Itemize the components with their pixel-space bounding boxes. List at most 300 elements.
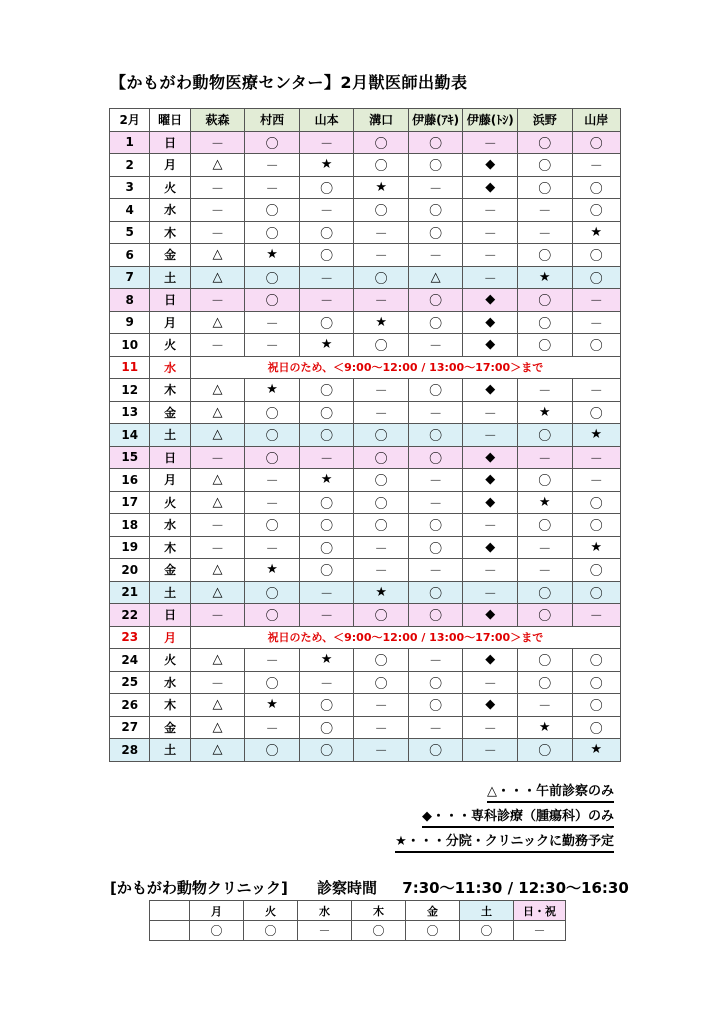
attendance-mark: 〇 bbox=[517, 131, 572, 154]
attendance-mark: 〇 bbox=[245, 289, 300, 312]
attendance-mark: ◆ bbox=[463, 491, 518, 514]
clinic-header bbox=[110, 877, 629, 898]
attendance-mark: － bbox=[190, 334, 245, 357]
attendance-mark: △ bbox=[190, 154, 245, 177]
attendance-mark: ◆ bbox=[463, 469, 518, 492]
attendance-mark: － bbox=[245, 536, 300, 559]
attendance-mark: 〇 bbox=[408, 671, 463, 694]
attendance-mark: － bbox=[299, 446, 354, 469]
schedule-row bbox=[110, 716, 621, 739]
clinic-hours-value: 7:30～11:30 / 12:30～16:30 bbox=[402, 879, 629, 897]
attendance-mark: － bbox=[517, 199, 572, 222]
attendance-mark: 〇 bbox=[517, 604, 572, 627]
attendance-mark: － bbox=[572, 154, 621, 177]
attendance-mark: △ bbox=[190, 694, 245, 717]
attendance-mark: 〇 bbox=[572, 491, 621, 514]
attendance-mark: 〇 bbox=[408, 131, 463, 154]
attendance-mark: ◆ bbox=[463, 446, 518, 469]
day-cell: 7 bbox=[110, 266, 150, 289]
clinic-mark-fri: 〇 bbox=[406, 921, 460, 941]
weekday-cell: 水 bbox=[150, 514, 190, 537]
attendance-mark: － bbox=[463, 716, 518, 739]
schedule-row bbox=[110, 401, 621, 424]
attendance-mark: 〇 bbox=[572, 694, 621, 717]
attendance-mark: － bbox=[408, 401, 463, 424]
schedule-row bbox=[110, 379, 621, 402]
holiday-note: 祝日のため、＜9:00～12:00 / 13:00～17:00＞まで bbox=[190, 356, 620, 379]
attendance-mark: ★ bbox=[572, 739, 621, 762]
schedule-row bbox=[110, 446, 621, 469]
attendance-mark: 〇 bbox=[299, 424, 354, 447]
attendance-mark: － bbox=[190, 176, 245, 199]
attendance-mark: 〇 bbox=[245, 604, 300, 627]
attendance-mark: 〇 bbox=[517, 514, 572, 537]
attendance-mark: 〇 bbox=[517, 154, 572, 177]
day-cell: 20 bbox=[110, 559, 150, 582]
attendance-mark: △ bbox=[190, 491, 245, 514]
attendance-mark: － bbox=[245, 154, 300, 177]
attendance-mark: 〇 bbox=[299, 559, 354, 582]
attendance-mark: ★ bbox=[572, 536, 621, 559]
holiday-note: 祝日のため、＜9:00～12:00 / 13:00～17:00＞まで bbox=[190, 626, 620, 649]
clinic-mark-sun-holiday: － bbox=[514, 921, 566, 941]
clinic-header-mon: 月 bbox=[190, 901, 244, 921]
attendance-mark: 〇 bbox=[245, 401, 300, 424]
schedule-row bbox=[110, 199, 621, 222]
attendance-mark: － bbox=[572, 379, 621, 402]
attendance-mark: 〇 bbox=[408, 289, 463, 312]
attendance-mark: 〇 bbox=[572, 176, 621, 199]
day-cell: 12 bbox=[110, 379, 150, 402]
day-cell: 15 bbox=[110, 446, 150, 469]
attendance-mark: ◆ bbox=[463, 289, 518, 312]
attendance-mark: － bbox=[354, 379, 409, 402]
attendance-mark: － bbox=[408, 244, 463, 267]
attendance-mark: － bbox=[354, 401, 409, 424]
clinic-mark-wed: － bbox=[298, 921, 352, 941]
attendance-mark: 〇 bbox=[572, 131, 621, 154]
attendance-mark: 〇 bbox=[354, 154, 409, 177]
attendance-mark: 〇 bbox=[354, 199, 409, 222]
weekday-cell: 土 bbox=[150, 266, 190, 289]
weekday-cell: 月 bbox=[150, 311, 190, 334]
attendance-mark: 〇 bbox=[245, 199, 300, 222]
attendance-mark: 〇 bbox=[572, 671, 621, 694]
attendance-mark: 〇 bbox=[245, 221, 300, 244]
attendance-mark: － bbox=[572, 289, 621, 312]
attendance-mark: － bbox=[408, 649, 463, 672]
attendance-mark: 〇 bbox=[517, 424, 572, 447]
attendance-mark: － bbox=[190, 131, 245, 154]
attendance-mark: ◆ bbox=[463, 536, 518, 559]
header-month: 2月 bbox=[110, 109, 150, 132]
attendance-mark: － bbox=[463, 559, 518, 582]
attendance-mark: 〇 bbox=[299, 379, 354, 402]
attendance-mark: － bbox=[408, 176, 463, 199]
attendance-mark: △ bbox=[190, 311, 245, 334]
attendance-mark: 〇 bbox=[408, 199, 463, 222]
attendance-mark: － bbox=[572, 446, 621, 469]
legend-morning-only: △・・・午前診察のみ bbox=[487, 783, 614, 803]
clinic-header-sat: 土 bbox=[460, 901, 514, 921]
attendance-mark: △ bbox=[190, 649, 245, 672]
attendance-mark: － bbox=[190, 446, 245, 469]
attendance-mark: － bbox=[517, 694, 572, 717]
weekday-cell: 火 bbox=[150, 491, 190, 514]
page-title: 【かもがわ動物医療センター】2月獣医師出勤表 bbox=[110, 73, 468, 92]
attendance-mark: 〇 bbox=[245, 671, 300, 694]
schedule-row bbox=[110, 604, 621, 627]
clinic-mark-thu: 〇 bbox=[352, 921, 406, 941]
attendance-mark: － bbox=[517, 446, 572, 469]
attendance-mark: － bbox=[190, 221, 245, 244]
clinic-hours-label: 診察時間 bbox=[317, 879, 378, 897]
attendance-mark: － bbox=[463, 739, 518, 762]
weekday-cell: 日 bbox=[150, 604, 190, 627]
attendance-mark: △ bbox=[190, 469, 245, 492]
weekday-cell: 火 bbox=[150, 334, 190, 357]
attendance-mark: － bbox=[463, 671, 518, 694]
schedule-row bbox=[110, 559, 621, 582]
day-cell: 9 bbox=[110, 311, 150, 334]
schedule-row bbox=[110, 424, 621, 447]
attendance-mark: 〇 bbox=[299, 244, 354, 267]
attendance-mark: 〇 bbox=[517, 334, 572, 357]
attendance-mark: 〇 bbox=[245, 266, 300, 289]
attendance-mark: 〇 bbox=[572, 581, 621, 604]
schedule-row bbox=[110, 176, 621, 199]
attendance-mark: 〇 bbox=[572, 401, 621, 424]
attendance-mark: － bbox=[299, 671, 354, 694]
attendance-mark: － bbox=[517, 536, 572, 559]
attendance-mark: － bbox=[354, 694, 409, 717]
attendance-mark: － bbox=[517, 559, 572, 582]
weekday-cell: 土 bbox=[150, 581, 190, 604]
attendance-mark: 〇 bbox=[354, 604, 409, 627]
schedule-row bbox=[110, 671, 621, 694]
attendance-mark: ★ bbox=[245, 694, 300, 717]
attendance-mark: 〇 bbox=[408, 536, 463, 559]
attendance-mark: 〇 bbox=[354, 266, 409, 289]
attendance-mark: 〇 bbox=[517, 176, 572, 199]
attendance-mark: 〇 bbox=[408, 694, 463, 717]
header-vet-hagimori: 萩森 bbox=[190, 109, 245, 132]
attendance-mark: 〇 bbox=[299, 739, 354, 762]
attendance-mark: △ bbox=[190, 739, 245, 762]
attendance-mark: － bbox=[245, 469, 300, 492]
weekday-cell: 土 bbox=[150, 739, 190, 762]
attendance-mark: ★ bbox=[572, 221, 621, 244]
attendance-mark: ★ bbox=[245, 244, 300, 267]
attendance-mark: － bbox=[463, 244, 518, 267]
schedule-row bbox=[110, 289, 621, 312]
day-cell: 3 bbox=[110, 176, 150, 199]
attendance-mark: － bbox=[463, 401, 518, 424]
schedule-row bbox=[110, 334, 621, 357]
attendance-mark: － bbox=[572, 604, 621, 627]
day-cell: 18 bbox=[110, 514, 150, 537]
weekday-cell: 水 bbox=[150, 356, 190, 379]
attendance-mark: － bbox=[245, 311, 300, 334]
attendance-mark: － bbox=[408, 334, 463, 357]
attendance-mark: 〇 bbox=[517, 649, 572, 672]
attendance-mark: ★ bbox=[299, 649, 354, 672]
attendance-mark: － bbox=[408, 491, 463, 514]
attendance-mark: － bbox=[354, 559, 409, 582]
attendance-mark: － bbox=[299, 604, 354, 627]
day-cell: 25 bbox=[110, 671, 150, 694]
attendance-mark: ★ bbox=[354, 581, 409, 604]
weekday-cell: 水 bbox=[150, 671, 190, 694]
attendance-mark: － bbox=[245, 334, 300, 357]
attendance-mark: △ bbox=[190, 379, 245, 402]
day-cell: 16 bbox=[110, 469, 150, 492]
attendance-mark: 〇 bbox=[408, 446, 463, 469]
attendance-mark: － bbox=[299, 289, 354, 312]
schedule-row bbox=[110, 694, 621, 717]
clinic-hours-table bbox=[149, 900, 566, 941]
attendance-mark: － bbox=[354, 289, 409, 312]
attendance-mark: 〇 bbox=[408, 424, 463, 447]
attendance-mark: 〇 bbox=[572, 334, 621, 357]
attendance-mark: ★ bbox=[517, 491, 572, 514]
weekday-cell: 土 bbox=[150, 424, 190, 447]
schedule-row bbox=[110, 131, 621, 154]
day-cell: 11 bbox=[110, 356, 150, 379]
attendance-mark: 〇 bbox=[572, 716, 621, 739]
day-cell: 6 bbox=[110, 244, 150, 267]
attendance-mark: ★ bbox=[299, 154, 354, 177]
schedule-row bbox=[110, 581, 621, 604]
attendance-mark: － bbox=[572, 469, 621, 492]
attendance-mark: 〇 bbox=[408, 311, 463, 334]
attendance-mark: ◆ bbox=[463, 334, 518, 357]
attendance-mark: △ bbox=[190, 559, 245, 582]
weekday-cell: 木 bbox=[150, 221, 190, 244]
clinic-header-fri: 金 bbox=[406, 901, 460, 921]
clinic-mark-sat: 〇 bbox=[460, 921, 514, 941]
attendance-mark: 〇 bbox=[299, 221, 354, 244]
attendance-mark: － bbox=[190, 514, 245, 537]
attendance-mark: 〇 bbox=[408, 604, 463, 627]
attendance-mark: － bbox=[245, 176, 300, 199]
day-cell: 26 bbox=[110, 694, 150, 717]
day-cell: 2 bbox=[110, 154, 150, 177]
schedule-row bbox=[110, 266, 621, 289]
attendance-mark: 〇 bbox=[517, 289, 572, 312]
attendance-mark: 〇 bbox=[354, 131, 409, 154]
weekday-cell: 月 bbox=[150, 626, 190, 649]
day-cell: 23 bbox=[110, 626, 150, 649]
weekday-cell: 金 bbox=[150, 716, 190, 739]
clinic-header-sun-holiday: 日・祝 bbox=[514, 901, 566, 921]
attendance-mark: ★ bbox=[245, 379, 300, 402]
attendance-mark: ★ bbox=[517, 266, 572, 289]
attendance-mark: ◆ bbox=[463, 694, 518, 717]
attendance-mark: 〇 bbox=[408, 154, 463, 177]
day-cell: 21 bbox=[110, 581, 150, 604]
attendance-mark: － bbox=[354, 244, 409, 267]
day-cell: 22 bbox=[110, 604, 150, 627]
schedule-row bbox=[110, 311, 621, 334]
weekday-cell: 木 bbox=[150, 536, 190, 559]
attendance-mark: － bbox=[408, 469, 463, 492]
attendance-mark: 〇 bbox=[299, 311, 354, 334]
attendance-mark: － bbox=[354, 221, 409, 244]
attendance-mark: 〇 bbox=[408, 581, 463, 604]
attendance-mark: － bbox=[463, 514, 518, 537]
attendance-mark: 〇 bbox=[299, 694, 354, 717]
attendance-mark: △ bbox=[408, 266, 463, 289]
clinic-mark-blank bbox=[150, 921, 190, 941]
attendance-mark: △ bbox=[190, 266, 245, 289]
weekday-cell: 日 bbox=[150, 289, 190, 312]
header-vet-mizoguchi: 溝口 bbox=[354, 109, 409, 132]
schedule-row bbox=[110, 356, 621, 379]
attendance-mark: 〇 bbox=[408, 739, 463, 762]
attendance-mark: ★ bbox=[299, 469, 354, 492]
weekday-cell: 金 bbox=[150, 244, 190, 267]
attendance-mark: ★ bbox=[572, 424, 621, 447]
attendance-mark: － bbox=[354, 716, 409, 739]
header-weekday: 曜日 bbox=[150, 109, 190, 132]
attendance-mark: 〇 bbox=[299, 536, 354, 559]
legend-oncology-only: ◆・・・専科診療（腫瘍科）のみ bbox=[422, 808, 614, 828]
attendance-mark: 〇 bbox=[245, 581, 300, 604]
attendance-mark: ◆ bbox=[463, 176, 518, 199]
day-cell: 19 bbox=[110, 536, 150, 559]
weekday-cell: 金 bbox=[150, 559, 190, 582]
attendance-mark: 〇 bbox=[354, 649, 409, 672]
schedule-row bbox=[110, 739, 621, 762]
attendance-mark: ★ bbox=[354, 311, 409, 334]
clinic-name: [かもがわ動物クリニック] bbox=[110, 879, 288, 897]
attendance-mark: 〇 bbox=[572, 244, 621, 267]
day-cell: 13 bbox=[110, 401, 150, 424]
clinic-mark-tue: 〇 bbox=[244, 921, 298, 941]
attendance-mark: － bbox=[572, 311, 621, 334]
schedule-row bbox=[110, 536, 621, 559]
clinic-header-row bbox=[150, 901, 566, 921]
attendance-mark: 〇 bbox=[517, 671, 572, 694]
attendance-mark: ◆ bbox=[463, 379, 518, 402]
day-cell: 5 bbox=[110, 221, 150, 244]
attendance-mark: － bbox=[299, 581, 354, 604]
day-cell: 28 bbox=[110, 739, 150, 762]
attendance-mark: 〇 bbox=[245, 446, 300, 469]
attendance-mark: 〇 bbox=[408, 221, 463, 244]
attendance-mark: － bbox=[190, 604, 245, 627]
attendance-mark: 〇 bbox=[354, 671, 409, 694]
weekday-cell: 火 bbox=[150, 649, 190, 672]
header-vet-hamano: 浜野 bbox=[517, 109, 572, 132]
attendance-mark: － bbox=[463, 199, 518, 222]
day-cell: 17 bbox=[110, 491, 150, 514]
clinic-mark-row bbox=[150, 921, 566, 941]
attendance-mark: － bbox=[190, 289, 245, 312]
attendance-mark: － bbox=[245, 649, 300, 672]
attendance-mark: 〇 bbox=[572, 514, 621, 537]
weekday-cell: 木 bbox=[150, 379, 190, 402]
attendance-mark: 〇 bbox=[517, 244, 572, 267]
attendance-mark: △ bbox=[190, 424, 245, 447]
attendance-mark: － bbox=[408, 716, 463, 739]
attendance-mark: 〇 bbox=[299, 716, 354, 739]
attendance-mark: 〇 bbox=[354, 424, 409, 447]
clinic-header-blank bbox=[150, 901, 190, 921]
schedule-row bbox=[110, 649, 621, 672]
schedule-row bbox=[110, 154, 621, 177]
attendance-mark: － bbox=[299, 131, 354, 154]
attendance-mark: － bbox=[463, 266, 518, 289]
attendance-mark: △ bbox=[190, 581, 245, 604]
attendance-mark: － bbox=[190, 536, 245, 559]
schedule-row bbox=[110, 514, 621, 537]
attendance-mark: － bbox=[517, 221, 572, 244]
attendance-mark: △ bbox=[190, 716, 245, 739]
attendance-mark: 〇 bbox=[572, 266, 621, 289]
attendance-mark: 〇 bbox=[354, 469, 409, 492]
day-cell: 1 bbox=[110, 131, 150, 154]
schedule-row bbox=[110, 469, 621, 492]
attendance-mark: － bbox=[463, 424, 518, 447]
header-vet-yamagishi: 山岸 bbox=[572, 109, 621, 132]
attendance-mark: － bbox=[299, 199, 354, 222]
attendance-mark: ◆ bbox=[463, 311, 518, 334]
weekday-cell: 日 bbox=[150, 131, 190, 154]
attendance-mark: 〇 bbox=[572, 199, 621, 222]
attendance-mark: 〇 bbox=[517, 739, 572, 762]
attendance-mark: 〇 bbox=[354, 514, 409, 537]
attendance-mark: 〇 bbox=[299, 514, 354, 537]
attendance-mark: － bbox=[190, 671, 245, 694]
day-cell: 10 bbox=[110, 334, 150, 357]
attendance-mark: ★ bbox=[354, 176, 409, 199]
header-vet-muranishi: 村西 bbox=[245, 109, 300, 132]
schedule-body bbox=[110, 131, 621, 761]
attendance-mark: ★ bbox=[245, 559, 300, 582]
attendance-mark: － bbox=[463, 221, 518, 244]
attendance-mark: ◆ bbox=[463, 649, 518, 672]
header-vet-ito-toshi: 伊藤(ﾄｼ) bbox=[463, 109, 518, 132]
attendance-mark: 〇 bbox=[408, 379, 463, 402]
attendance-mark: － bbox=[299, 266, 354, 289]
schedule-row bbox=[110, 244, 621, 267]
day-cell: 8 bbox=[110, 289, 150, 312]
attendance-mark: － bbox=[408, 559, 463, 582]
weekday-cell: 木 bbox=[150, 694, 190, 717]
attendance-mark: 〇 bbox=[354, 446, 409, 469]
attendance-mark: 〇 bbox=[572, 559, 621, 582]
attendance-mark: 〇 bbox=[245, 514, 300, 537]
attendance-mark: 〇 bbox=[299, 401, 354, 424]
attendance-mark: 〇 bbox=[354, 334, 409, 357]
attendance-mark: ★ bbox=[517, 401, 572, 424]
weekday-cell: 月 bbox=[150, 154, 190, 177]
day-cell: 27 bbox=[110, 716, 150, 739]
weekday-cell: 金 bbox=[150, 401, 190, 424]
attendance-mark: － bbox=[354, 739, 409, 762]
attendance-mark: 〇 bbox=[408, 514, 463, 537]
clinic-header-thu: 木 bbox=[352, 901, 406, 921]
attendance-mark: ★ bbox=[517, 716, 572, 739]
attendance-mark: ◆ bbox=[463, 154, 518, 177]
clinic-header-tue: 火 bbox=[244, 901, 298, 921]
header-vet-yamamoto: 山本 bbox=[299, 109, 354, 132]
attendance-mark: 〇 bbox=[245, 739, 300, 762]
header-vet-ito-aki: 伊藤(ｱｷ) bbox=[408, 109, 463, 132]
attendance-mark: 〇 bbox=[245, 424, 300, 447]
